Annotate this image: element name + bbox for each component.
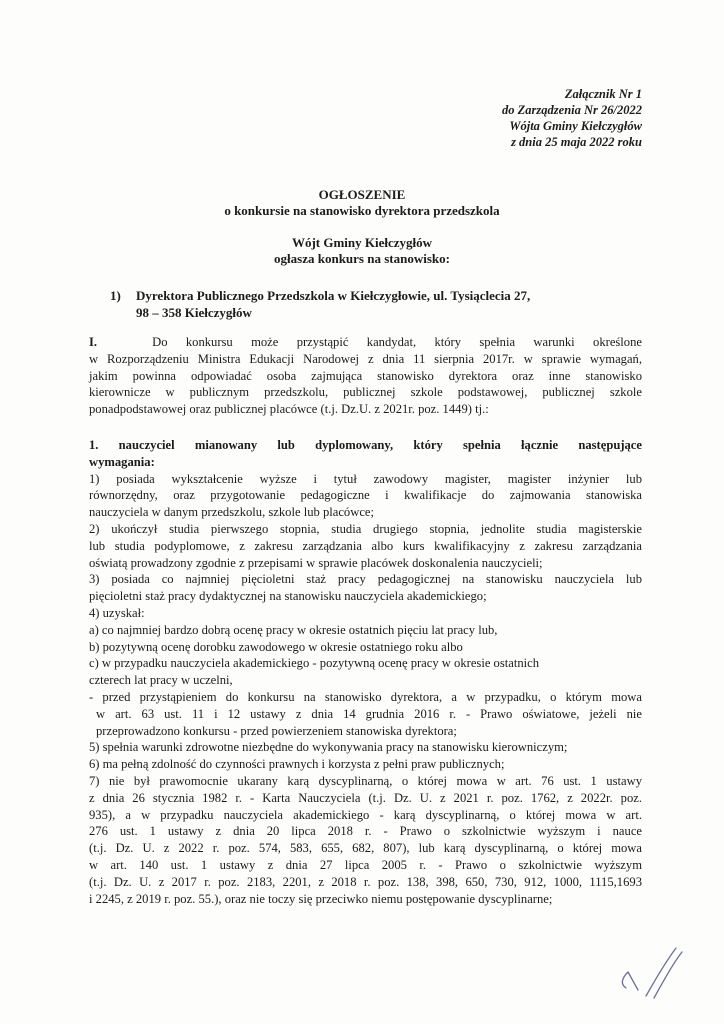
- requirement-line: 1) posiada wykształcenie wyższe i tytuł zawodowy magister, magister inżynier lub: [89, 471, 642, 486]
- section-1-line: w Rozporządzeniu Ministra Edukacji Narodowej z dnia 11 sierpnia 2017r. w sprawie wymagań,: [89, 351, 642, 366]
- section-1-line: ponadpodstawowej oraz publicznej placówce (t.j. Dz.U. z 2021r. poz. 1449) tj.:: [89, 402, 489, 417]
- requirements-heading: 1. nauczyciel mianowany lub dyplomowany, który spełnia łącznie następujące: [89, 438, 642, 452]
- document-title: OGŁOSZENIE: [318, 187, 406, 202]
- section-1-line: kierownicze w publicznym przedszkolu, publicznej szkole podstawowej, publicznej szkole: [89, 385, 642, 400]
- requirements-heading-cont: wymagania:: [89, 454, 155, 469]
- position-line-1: Dyrektora Publicznego Przedszkola w Kiełczygłowie, ul. Tysiąclecia 27,: [136, 288, 531, 303]
- annex-line-1: Załącznik Nr 1: [564, 87, 642, 101]
- requirement-line: w art. 63 ust. 11 i 12 ustawy z dnia 14 grudnia 2016 r. - Prawo oświatowe, jeżeli nie: [96, 706, 642, 721]
- document-subtitle: o konkursie na stanowisko dyrektora przedszkola: [224, 203, 500, 218]
- requirement-line: i 2245, z 2019 r. poz. 55.), oraz nie toczy się przeciwko niemu postępowanie dyscyplinarne;: [89, 891, 553, 906]
- position-line-2: 98 – 358 Kiełczygłów: [136, 305, 252, 320]
- requirement-line: czterech lat pracy w uczelni,: [89, 673, 233, 688]
- requirement-line: nauczyciela w danym przedszkolu, szkole lub placówce;: [89, 505, 374, 520]
- section-1-line: [89, 334, 642, 351]
- requirement-line: 5) spełnia warunki zdrowotne niezbędne do wykonywania pracy na stanowisku kierowniczym;: [89, 740, 568, 755]
- requirement-line: 276 ust. 1 ustawy z dnia 20 lipca 2018 r. - Prawo o szkolnictwie wyższym i nauce: [89, 824, 642, 839]
- requirements-section: [89, 437, 642, 907]
- requirement-line: (t.j. Dz. U. z 2022 r. poz. 574, 583, 655, 682, 807), lub karą dyscyplinarną, o której mowa: [89, 841, 642, 856]
- annex-header: [502, 86, 642, 150]
- requirement-line: 3) posiada co najmniej pięcioletni staż pracy pedagogicznej na stanowisku nauczyciela lub: [89, 572, 642, 587]
- requirement-line: przeprowadzono konkursu - przed powierzeniem stanowiska dyrektora;: [96, 723, 457, 738]
- requirement-line: lub studia podyplomowe, z zakresu zarządzania albo kurs kwalifikacyjny z zakresu zarządzania: [89, 538, 642, 553]
- requirement-line: równorzędny, oraz przygotowanie pedagogiczne i kwalifikacje do zajmowania stanowiska: [89, 488, 642, 503]
- requirement-line: 935), a w przypadku nauczyciela akademickiego - karą dyscyplinarną, o której mowa w art.: [89, 807, 642, 822]
- annex-line-2: do Zarządzenia Nr 26/2022: [502, 103, 642, 117]
- requirement-line: 2) ukończył studia pierwszego stopnia, studia drugiego stopnia, jednolite studia magisterskie: [89, 521, 642, 536]
- requirement-line: w art. 140 ust. 1 ustawy z dnia 27 lipca 2005 r. - Prawo o szkolnictwie wyższym: [89, 857, 642, 872]
- annex-line-4: z dnia 25 maja 2022 roku: [511, 135, 642, 149]
- position-item: [110, 287, 630, 321]
- requirement-line: z dnia 26 stycznia 1982 r. - Karta Nauczyciela (t.j. Dz. U. z 2021 r. poz. 1762, z 2022r. poz.: [89, 790, 642, 805]
- requirement-line: c) w przypadku nauczyciela akademickiego - pozytywną ocenę pracy w okresie ostatnich: [89, 656, 540, 671]
- requirement-line: 6) ma pełną zdolność do czynności prawnych i korzysta z pełni praw publicznych;: [89, 757, 505, 772]
- requirement-line: oświatą prowadzony zgodnie z przepisami w sprawie placówek doskonalenia nauczycieli;: [89, 555, 543, 570]
- requirement-line: b) pozytywną ocenę dorobku zawodowego w okresie ostatniego roku albo: [89, 639, 463, 654]
- requirement-line: (t.j. Dz. U. z 2017 r. poz. 2183, 2201, z 2018 r. poz. 138, 398, 650, 730, 912, 1000, 1115,1693: [89, 874, 642, 889]
- annex-line-3: Wójta Gminy Kiełczygłów: [509, 119, 642, 133]
- section-1-line: jakim powinna odpowiadać osoba zajmująca stanowisko dyrektora oraz inne stanowisko: [89, 368, 642, 383]
- requirement-line: 4) uzyskał:: [89, 605, 145, 620]
- requirement-line: 7) nie był prawomocnie ukarany karą dyscyplinarną, o której mowa w art. 76 ust. 1 ustawy: [89, 773, 642, 788]
- announces-line: ogłasza konkurs na stanowisko:: [274, 251, 450, 266]
- requirement-line: a) co najmniej bardzo dobrą ocenę pracy w okresie ostatnich pięciu lat pracy lub,: [89, 622, 498, 637]
- position-number: 1): [110, 288, 121, 303]
- requirement-line: - przed przystąpieniem do konkursu na stanowisko dyrektora, a w przypadku, o którym mowa: [89, 689, 642, 704]
- section-1-label: I.: [89, 335, 98, 349]
- issuer-line: Wójt Gminy Kiełczygłów: [291, 235, 433, 250]
- section-1-text: Do konkursu może przystąpić kandydat, który spełnia warunki określone: [152, 335, 642, 349]
- section-1: [89, 334, 642, 418]
- handwritten-initials: [616, 944, 686, 1004]
- requirement-line: pięcioletni staż pracy dydaktycznej na stanowisku nauczyciela akademickiego;: [89, 589, 487, 604]
